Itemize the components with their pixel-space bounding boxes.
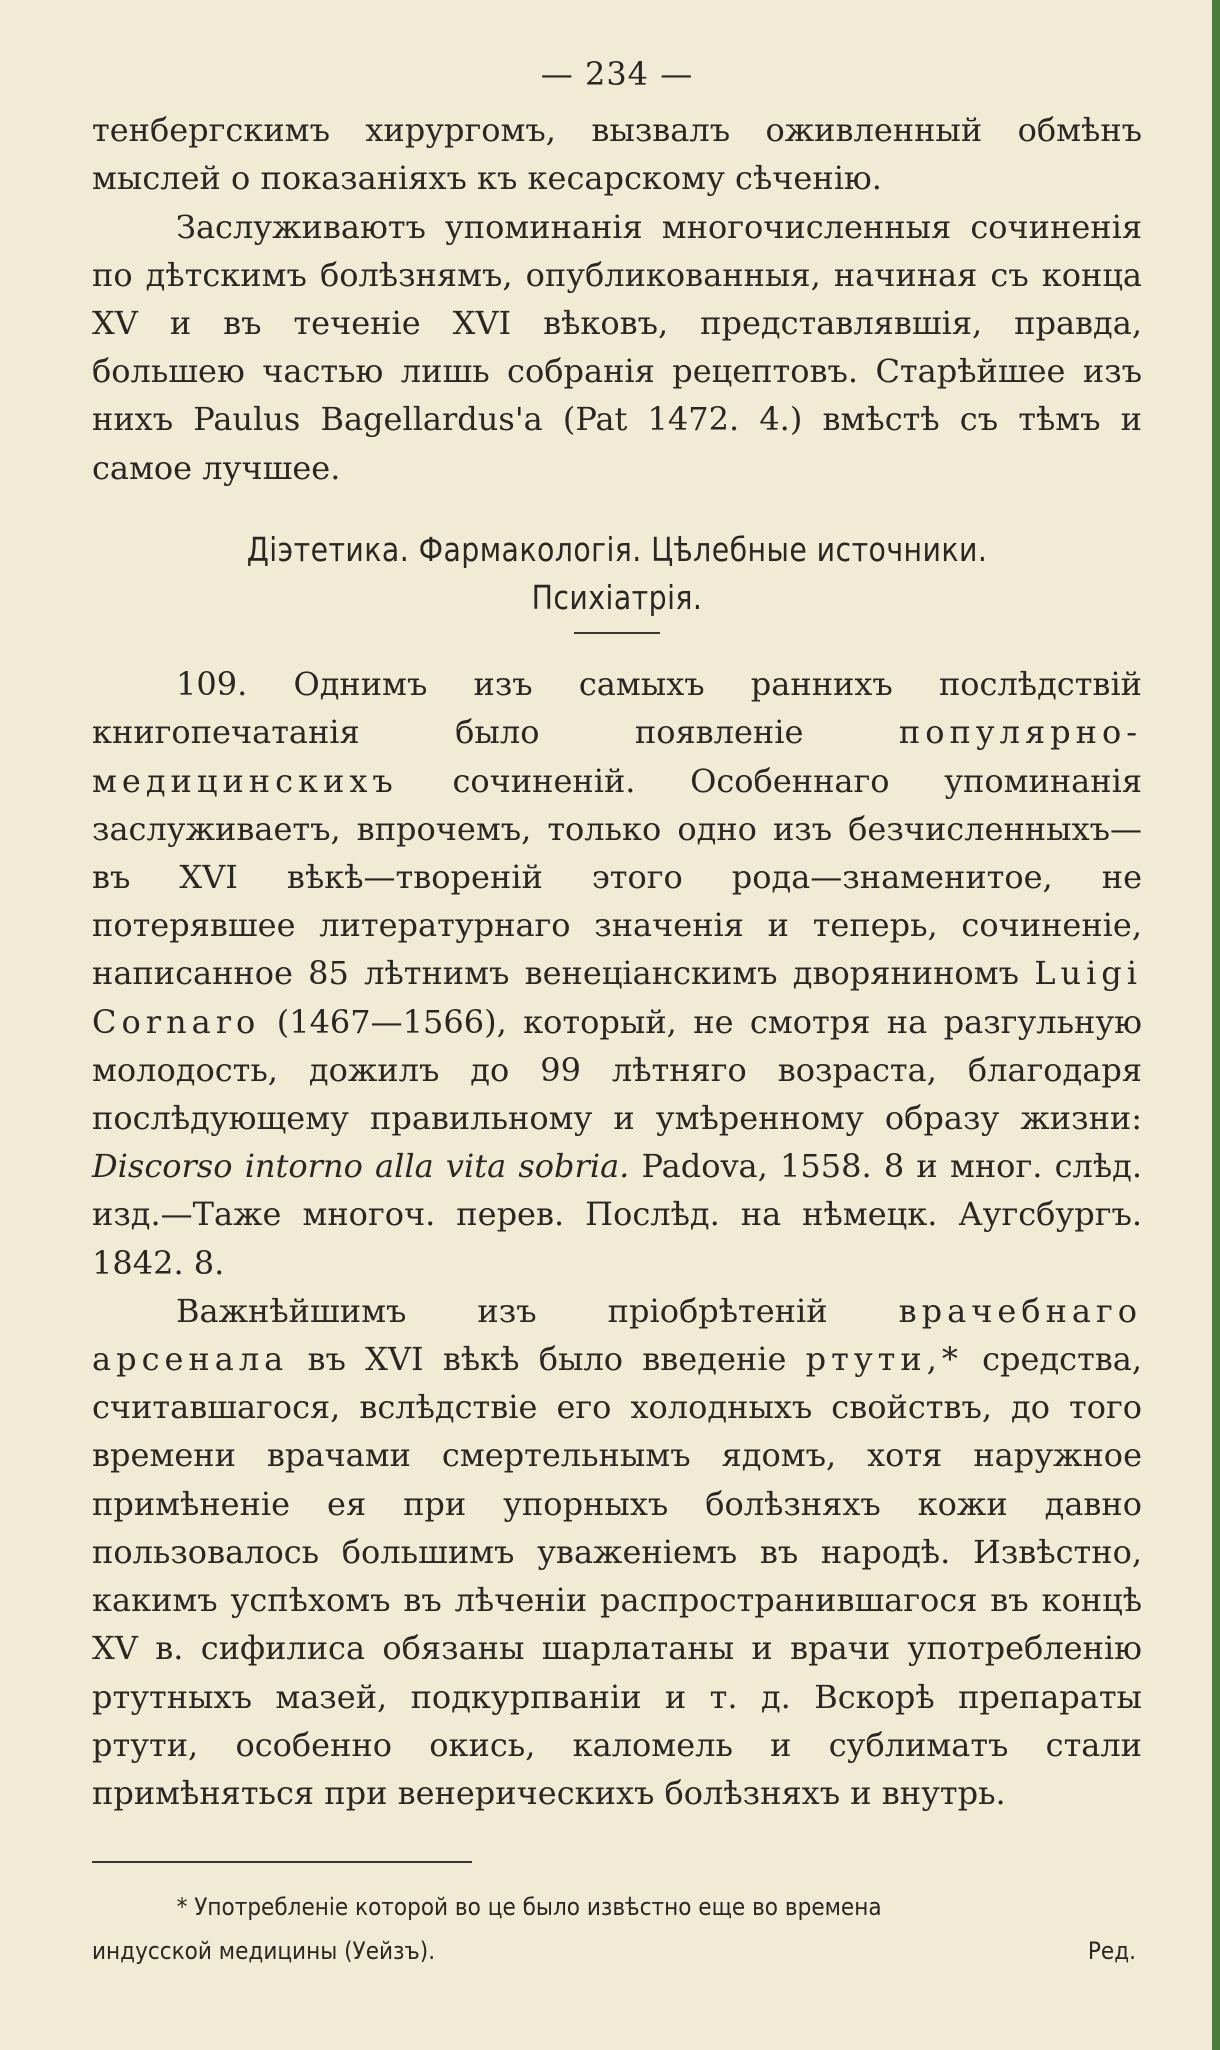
paragraph-mercury <box>92 1287 1142 1817</box>
paragraph-mercury-text-1: Важнѣйшимъ изъ пріобрѣтеній <box>176 1291 828 1330</box>
heading-divider <box>574 632 660 634</box>
footnote <box>92 1885 1136 1973</box>
footnote-divider <box>92 1861 472 1863</box>
paragraph-continuation: тенбергскимъ хирургомъ, вызвалъ оживленный обмѣнъ мыслей о показаніяхъ къ кесарскому сѣченію. <box>92 111 1142 198</box>
footnote-line-2-text: индусской медицины (Уейзъ). <box>92 1937 436 1966</box>
footnote-line-1: * Употребленіе которой во це было извѣстно еще во времена <box>176 1893 882 1922</box>
paragraph-pediatrics: Заслуживаютъ упоминанія многочисленныя сочиненія по дѣтскимъ болѣзнямъ, опубликованныя, начиная съ конца XV и въ теченіе XVI вѣковъ, представлявшія, правда, большею частью лишь собранія рецептовъ. Старѣйшее изъ нихъ Paulus Bagellardus'a (Pat 1472. 4.) вмѣстѣ съ тѣмъ и самое лучшее. <box>92 207 1142 487</box>
footnote-line-2 <box>92 1929 1136 1973</box>
paragraph-109-spaced-2: Luigi Cornaro <box>92 954 1143 1041</box>
paragraph-mercury-text-2: въ XVI вѣкѣ было введеніе <box>307 1340 787 1379</box>
editor-mark: Ред. <box>1087 1937 1136 1966</box>
paragraph-mercury-spaced-1: врачебнаго арсенала <box>92 1291 1142 1379</box>
paragraph-mercury-text-3: средства, считавшагося, вслѣдствіе его холодныхъ свойствъ, до того времени врачами смертельнымъ ядомъ, хотя наружное примѣненіе ея при упорныхъ болѣзняхъ кожи давно пользовалось большимъ уваженіемъ въ народѣ. Извѣстно, какимъ успѣхомъ въ лѣченіи распространившагося въ концѣ XV в. сифилиса обязаны шарлатаны и врачи употребленію ртутныхъ мазей, подкурпваніи и т. д. Вскорѣ препараты ртути, особенно окись, каломель и сублиматъ стали примѣняться при венерическихъ болѣзняхъ и внутрь. <box>92 1340 1143 1812</box>
book-title-italic: Discorso intorno alla vita sobria. <box>92 1147 630 1186</box>
paragraph-109-text-4: Padova, 1558. 8 и мног. слѣд. изд.—Таже многоч. перев. Послѣд. на нѣмецк. Аугсбургъ. 1842. 8. <box>92 1147 1143 1282</box>
binding-edge <box>1212 0 1220 2050</box>
paragraph-109-text-1: Однимъ изъ самыхъ раннихъ послѣдствій книгопечатанія было появленіе <box>92 665 1143 752</box>
paragraph-109 <box>92 660 1142 1287</box>
page-text <box>92 50 1142 1973</box>
paragraph-109-spaced-1: популярно-медицинскихъ <box>92 713 1143 800</box>
paragraph-mercury-spaced-2: ртути,* <box>805 1340 963 1379</box>
paragraph-109-text-3: (1467—1566), который, не смотря на разгульную молодость, дожилъ до 99 лѣтняго возраста, благодаря послѣдующему правильному и умѣренному образу жизни: <box>92 1002 1143 1138</box>
section-number: 109. <box>176 665 248 704</box>
section-heading: Діэтетика. Фармакологія. Цѣлебные источники. Психіатрія. <box>246 529 988 618</box>
paragraph-109-text-2: сочиненій. Особеннаго упоминанія заслуживаетъ, впрочемъ, только одно изъ безчисленныхъ—въ XVI вѣкѣ—твореній этого рода—знаменитое, не потерявшее литературнаго значенія и теперь, сочиненіе, написанное 85 лѣтнимъ венеціанскимъ дворяниномъ <box>92 761 1142 993</box>
page-number: — 234 — <box>540 55 694 93</box>
